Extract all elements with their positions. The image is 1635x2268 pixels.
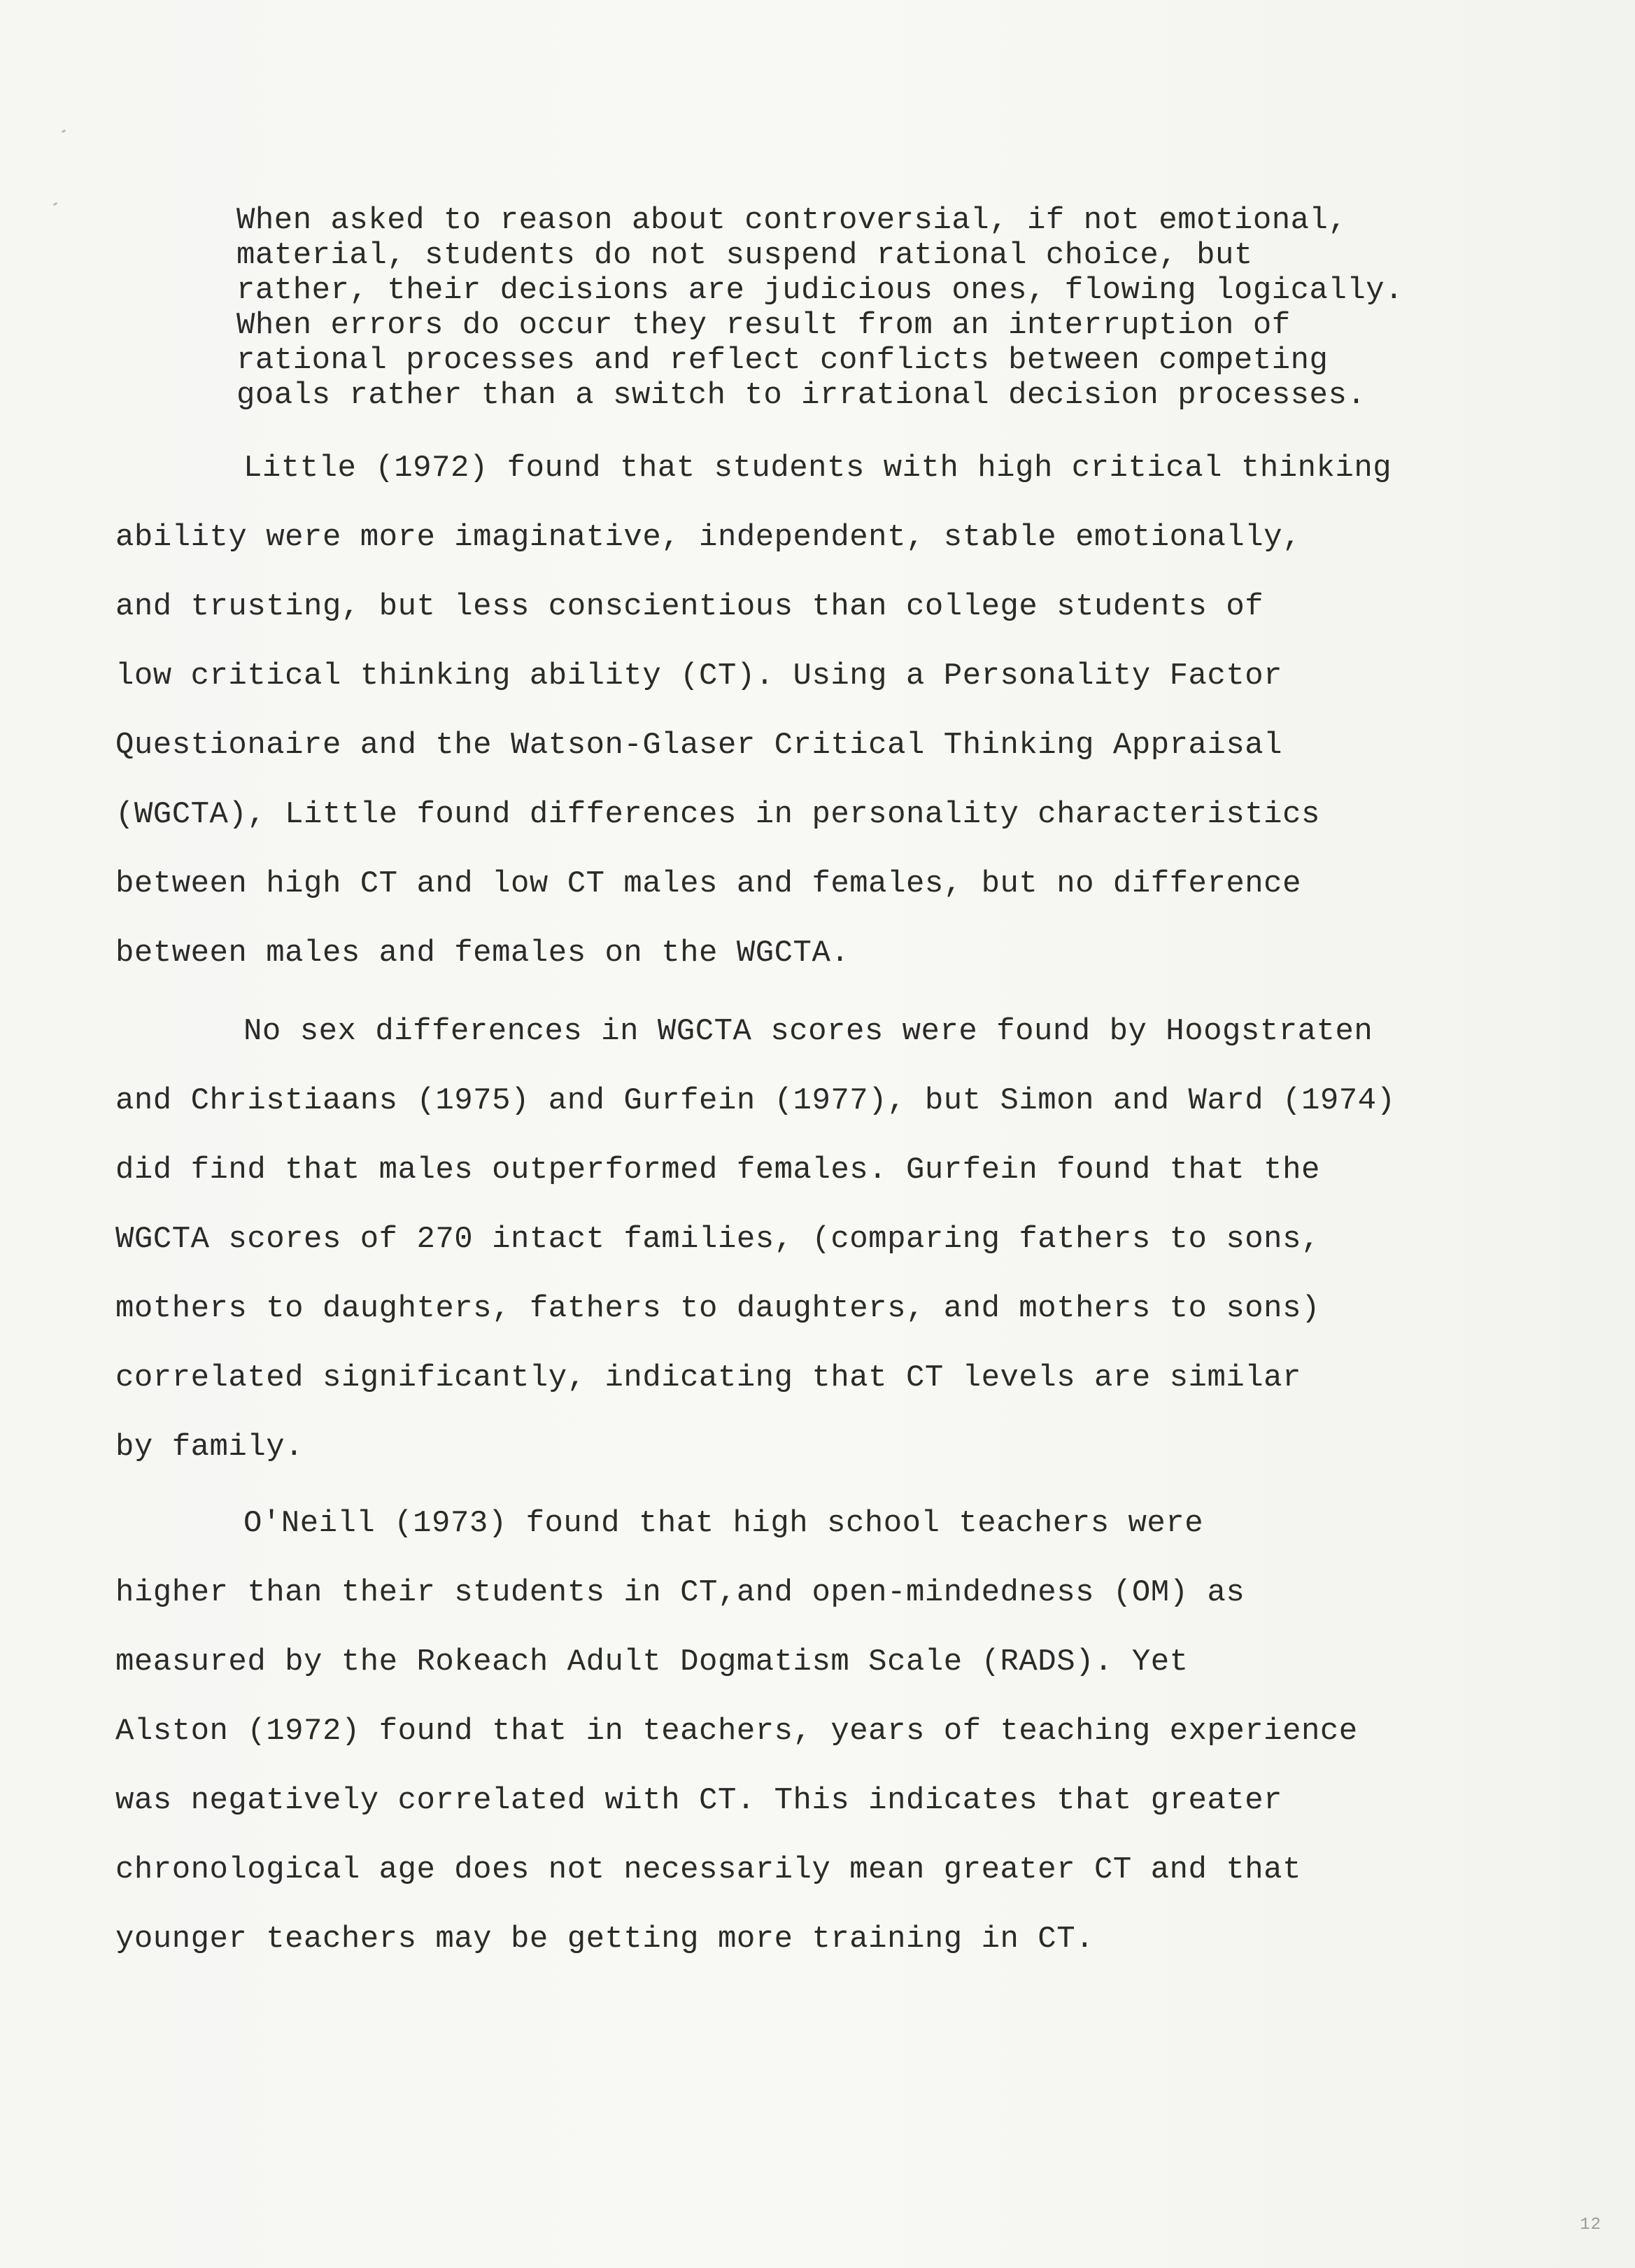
quote-line: When errors do occur they result from an interruption of (236, 308, 1291, 343)
paragraph-line: WGCTA scores of 270 intact families, (comparing fathers to sons, (115, 1222, 1320, 1257)
paragraph-line: O'Neill (1973) found that high school teachers were (243, 1506, 1204, 1541)
page-number: 12 (1580, 2216, 1601, 2234)
block-quote (236, 203, 1566, 413)
paragraph-line: Questionaire and the Watson-Glaser Critical Thinking Appraisal (115, 728, 1283, 763)
quote-line: material, students do not suspend rational choice, but (236, 238, 1253, 273)
paragraph-line: ability were more imaginative, independent, stable emotionally, (115, 520, 1301, 555)
quote-line: When asked to reason about controversial, if not emotional, (236, 203, 1347, 238)
paragraph-line: was negatively correlated with CT. This indicates that greater (115, 1783, 1283, 1818)
paragraph-line: between males and females on the WGCTA. (115, 936, 850, 971)
paragraph-line: Little (1972) found that students with high critical thinking (243, 451, 1392, 486)
quote-line: goals rather than a switch to irrational decision processes. (236, 378, 1366, 413)
paragraph-line: No sex differences in WGCTA scores were found by Hoogstraten (243, 1014, 1373, 1049)
paragraph-line: Alston (1972) found that in teachers, years of teaching experience (115, 1714, 1358, 1749)
paragraph-line: higher than their students in CT,and open-mindedness (OM) as (115, 1575, 1245, 1610)
paragraph-line: chronological age does not necessarily mean greater CT and that (115, 1852, 1301, 1887)
paragraph-line: (WGCTA), Little found differences in personality characteristics (115, 797, 1320, 832)
paragraph-line: did find that males outperformed females. Gurfein found that the (115, 1153, 1320, 1188)
paragraph-line: and Christiaans (1975) and Gurfein (1977), but Simon and Ward (1974) (115, 1083, 1396, 1118)
quote-line: rational processes and reflect conflicts between competing (236, 343, 1329, 378)
paragraph-sex-differences (115, 997, 1571, 1482)
quote-line: rather, their decisions are judicious ones, flowing logically. (236, 273, 1404, 308)
paragraph-line: and trusting, but less conscientious than college students of (115, 589, 1264, 624)
paragraph-line: low critical thinking ability (CT). Using a Personality Factor (115, 658, 1283, 693)
paragraph-oneill (115, 1489, 1571, 1974)
paragraph-little (115, 434, 1571, 988)
paragraph-line: younger teachers may be getting more training in CT. (115, 1922, 1095, 1957)
paragraph-line: between high CT and low CT males and females, but no difference (115, 866, 1301, 901)
paragraph-line: measured by the Rokeach Adult Dogmatism Scale (RADS). Yet (115, 1644, 1189, 1679)
paragraph-line: by family. (115, 1430, 304, 1465)
paragraph-line: mothers to daughters, fathers to daughters, and mothers to sons) (115, 1291, 1320, 1326)
paragraph-line: correlated significantly, indicating that CT levels are similar (115, 1360, 1301, 1395)
